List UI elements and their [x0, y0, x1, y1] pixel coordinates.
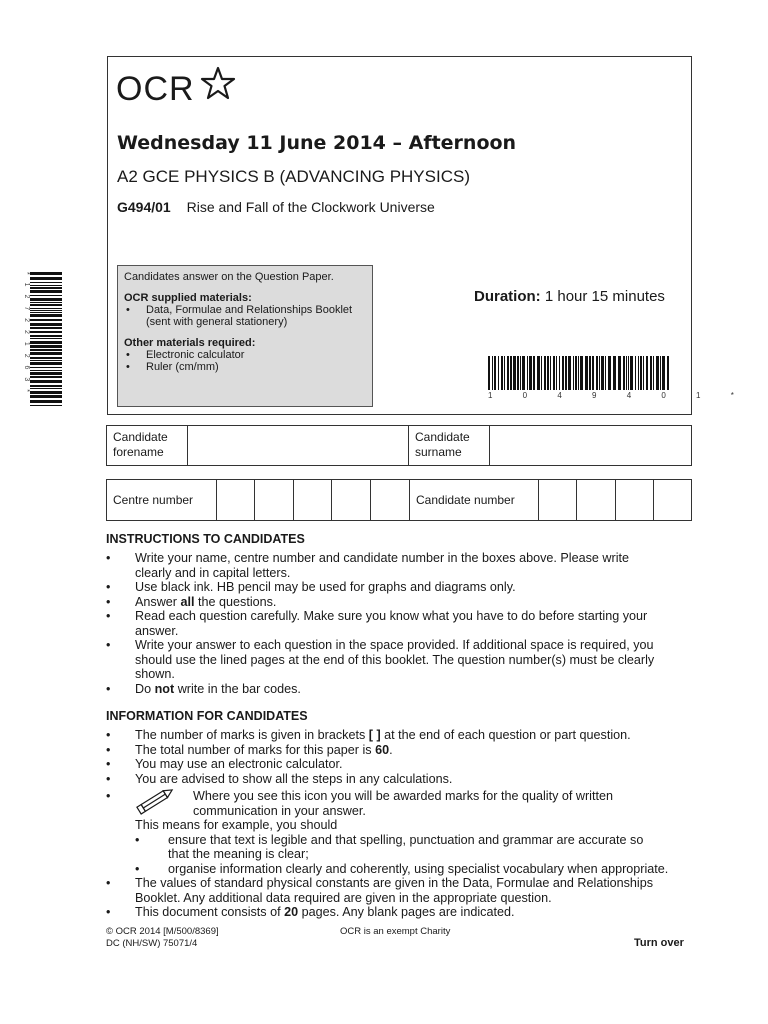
barcode-bar	[623, 356, 625, 390]
barcode-bar	[30, 372, 62, 375]
duration: Duration: 1 hour 15 minutes	[474, 288, 665, 305]
barcode-bar	[30, 323, 62, 326]
barcode-bar	[30, 308, 62, 309]
surname-field[interactable]	[490, 426, 691, 465]
barcode-bar	[628, 356, 629, 390]
candidate-number-digit[interactable]	[616, 480, 654, 520]
barcode-bar	[30, 349, 62, 351]
barcode-bar	[513, 356, 516, 390]
barcode-bar	[630, 356, 633, 390]
document-code: DC (NH/SW) 75071/4	[106, 938, 198, 949]
answer-note: Candidates answer on the Question Paper.	[124, 271, 334, 283]
barcode-bar	[553, 356, 555, 390]
barcode-bar	[520, 356, 521, 390]
barcode-bar	[30, 376, 62, 378]
list-item: • The number of marks is given in brackets [ ] at the end of each question or part question.	[106, 728, 631, 742]
barcode-bar	[30, 352, 62, 355]
supplied-item-note: (sent with general stationery)	[146, 316, 288, 328]
supplied-heading: OCR supplied materials:	[124, 292, 252, 304]
barcode-bar	[30, 335, 62, 337]
barcode-bar	[605, 356, 606, 390]
barcode-bar	[608, 356, 611, 390]
information-list	[106, 728, 696, 920]
qualification-title: A2 GCE PHYSICS B (ADVANCING PHYSICS)	[117, 167, 470, 186]
paper-code: G494/01	[117, 199, 171, 215]
star-icon	[200, 66, 236, 102]
barcode-bar	[30, 385, 62, 387]
barcode-bar	[30, 319, 62, 321]
barcode-bar	[501, 356, 503, 390]
barcode-bar	[507, 356, 509, 390]
barcode-bar	[592, 356, 594, 390]
barcode-bar	[30, 360, 62, 361]
exam-date: Wednesday 11 June 2014 – Afternoon	[117, 132, 517, 154]
barcode-bar	[517, 356, 519, 390]
barcode-bar	[646, 356, 648, 390]
barcode-bar	[580, 356, 583, 390]
barcode-left	[30, 272, 62, 408]
barcode-bar	[30, 357, 62, 359]
barcode-right-digits: 1 0 4 9 4 0 1 *	[488, 391, 748, 400]
barcode-bar	[30, 295, 62, 296]
list-item: • The values of standard physical constants are given in the Data, Formulae and Relationships Booklet. Any additional data required are given in the appropriate question.	[106, 876, 654, 905]
barcode-bar	[601, 356, 604, 390]
surname-label: Candidate surname	[409, 426, 490, 465]
barcode-bar	[30, 277, 62, 280]
list-item: • Write your answer to each question in the space provided. If additional space is required, you should use the lined pages at the end of this booklet. The question number(s) must be clearly shown.	[106, 638, 655, 681]
barcode-bar	[618, 356, 621, 390]
required-heading: Other materials required:	[124, 337, 256, 349]
barcode-bar	[662, 356, 665, 390]
barcode-bar	[533, 356, 535, 390]
barcode-bar	[30, 391, 62, 394]
candidate-number-digit[interactable]	[539, 480, 577, 520]
barcode-bar	[556, 356, 557, 390]
list-item: • Do not write in the bar codes.	[106, 681, 301, 696]
copyright: © OCR 2014 [M/500/8369]	[106, 926, 219, 937]
barcode-bar	[559, 356, 560, 390]
barcode-bar	[30, 331, 62, 333]
forename-field[interactable]	[188, 426, 409, 465]
barcode-bar	[660, 356, 661, 390]
barcode-bar	[492, 356, 493, 390]
materials-box	[117, 265, 373, 407]
charity-note: OCR is an exempt Charity	[340, 926, 451, 937]
barcode-bar	[494, 356, 496, 390]
paper-line	[117, 199, 435, 215]
list-item: • You are advised to show all the steps in any calculations.	[106, 771, 453, 786]
barcode-bar	[550, 356, 551, 390]
supplied-item: • Data, Formulae and Relationships Booklet	[126, 304, 353, 316]
barcode-bar	[544, 356, 546, 390]
qwc-means: This means for example, you should	[135, 818, 338, 832]
barcode-bar	[599, 356, 600, 390]
barcode-bar	[573, 356, 574, 390]
barcode-bar	[30, 367, 62, 368]
candidate-number-box	[106, 479, 692, 521]
sub-list-item: • ensure that text is legible and that spelling, punctuation and grammar are accurate so that the meaning is clear;	[135, 832, 644, 861]
forename-label: Candidate forename	[107, 426, 188, 465]
barcode-bar	[653, 356, 654, 390]
barcode-bar	[498, 356, 499, 390]
footer-left	[106, 926, 219, 950]
centre-number-digit[interactable]	[217, 480, 255, 520]
barcode-bar	[504, 356, 505, 390]
barcode-bar	[613, 356, 616, 390]
candidate-number-label: Candidate number	[410, 480, 539, 520]
barcode-bar	[537, 356, 540, 390]
instructions-list	[106, 551, 696, 696]
barcode-bar	[638, 356, 639, 390]
barcode-bar	[650, 356, 652, 390]
barcode-bar	[30, 285, 62, 286]
ocr-logo-text: OCR	[116, 70, 195, 108]
barcode-bar	[30, 395, 62, 398]
information-heading: INFORMATION FOR CANDIDATES	[106, 709, 308, 723]
barcode-bar	[30, 362, 62, 365]
barcode-bar	[488, 356, 490, 390]
barcode-bar	[575, 356, 577, 390]
barcode-bar	[568, 356, 571, 390]
barcode-bar	[30, 388, 62, 389]
barcode-bar	[578, 356, 579, 390]
barcode-bar	[30, 287, 62, 289]
centre-number-digit[interactable]	[332, 480, 371, 520]
barcode-bar	[529, 356, 532, 390]
list-item: • You may use an electronic calculator.	[106, 757, 343, 771]
barcode-bar	[667, 356, 669, 390]
barcode-bar	[643, 356, 644, 390]
barcode-bar	[30, 338, 62, 339]
barcode-bar	[656, 356, 659, 390]
barcode-bar	[30, 310, 62, 311]
turn-over: Turn over	[634, 937, 684, 949]
barcode-bar	[596, 356, 598, 390]
barcode-bar	[635, 356, 636, 390]
barcode-bar	[30, 298, 62, 301]
instructions-heading: INSTRUCTIONS TO CANDIDATES	[106, 532, 305, 546]
list-item: • Answer all the questions.	[106, 594, 277, 609]
barcode-bar	[585, 356, 588, 390]
barcode-bar	[30, 327, 62, 329]
centre-number-label: Centre number	[107, 480, 217, 520]
barcode-bar	[30, 272, 62, 275]
barcode-bar	[589, 356, 591, 390]
paper-title: Rise and Fall of the Clockwork Universe	[186, 199, 435, 215]
barcode-bar	[30, 380, 62, 383]
barcode-left-digits: * 1 2 7 2 2 1 2 6 3 *	[23, 272, 30, 395]
list-item: • This document consists of 20 pages. Any blank pages are indicated.	[106, 905, 515, 919]
list-item: • Use black ink. HB pencil may be used for graphs and diagrams only.	[106, 580, 516, 594]
barcode-bar	[522, 356, 525, 390]
candidate-number-digit[interactable]	[654, 480, 691, 520]
barcode-bar	[562, 356, 564, 390]
list-item: • The total number of marks for this paper is 60.	[106, 742, 393, 757]
barcode-bar	[30, 405, 62, 406]
ocr-logo	[116, 70, 195, 120]
centre-number-digit[interactable]	[255, 480, 294, 520]
barcode-bar	[626, 356, 627, 390]
candidate-number-digit[interactable]	[577, 480, 616, 520]
barcode-bar	[30, 345, 62, 348]
barcode-bar	[30, 290, 62, 293]
barcode-bar	[565, 356, 567, 390]
barcode-right	[488, 356, 670, 390]
barcode-bar	[30, 370, 62, 371]
barcode-bar	[30, 282, 62, 283]
sub-list-item: • organise information clearly and coherently, using specialist vocabulary when appropriate.	[135, 861, 669, 876]
barcode-bar	[30, 312, 62, 313]
barcode-bar	[30, 341, 62, 344]
barcode-bar	[541, 356, 542, 390]
barcode-bar	[30, 400, 62, 403]
list-item: • Read each question carefully. Make sure you know what you have to do before starting your answer.	[106, 609, 648, 638]
required-item: • Ruler (cm/mm)	[126, 361, 219, 373]
barcode-bar	[30, 304, 62, 306]
barcode-bar	[547, 356, 549, 390]
barcode-bar	[527, 356, 528, 390]
required-item: • Electronic calculator	[126, 349, 245, 361]
barcode-bar	[30, 314, 62, 317]
centre-number-digit[interactable]	[294, 480, 332, 520]
list-item: • Write your name, centre number and candidate number in the boxes above. Please write clearly and in capital letters.	[106, 551, 629, 580]
pencil-icon	[133, 785, 179, 815]
barcode-bar	[510, 356, 512, 390]
barcode-bar	[30, 302, 62, 303]
candidate-name-box	[106, 425, 692, 466]
centre-number-digit[interactable]	[371, 480, 410, 520]
barcode-bar	[640, 356, 642, 390]
list-item-qwc: • Where you see this icon you will be awarded marks for the quality of written communication in your answer. This means for example, you should	[106, 789, 696, 833]
